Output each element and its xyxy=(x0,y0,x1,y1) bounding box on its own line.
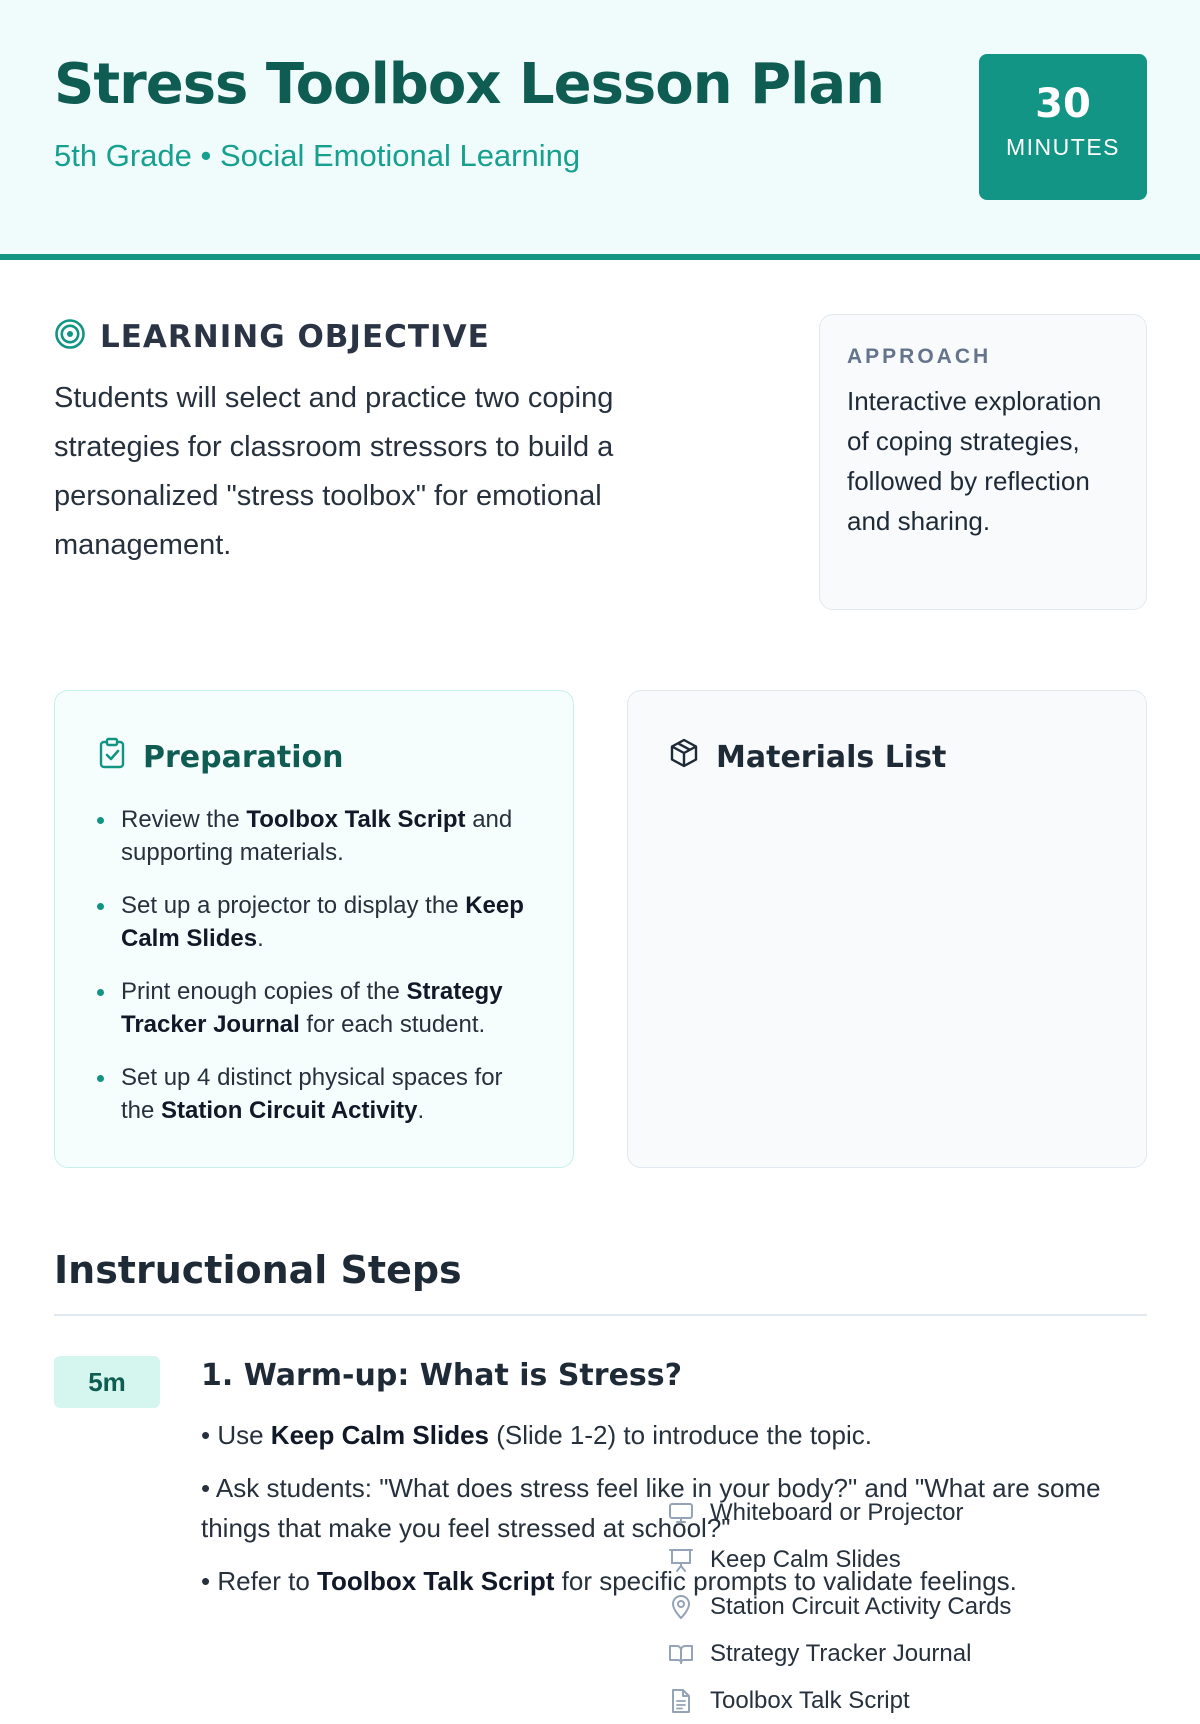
target-icon xyxy=(54,318,86,355)
box-icon xyxy=(668,737,700,777)
duration-unit: MINUTES xyxy=(1006,134,1120,160)
list-item: Station Circuit Activity Cards xyxy=(668,1583,1011,1630)
page-subtitle: 5th Grade • Social Emotional Learning xyxy=(54,138,581,173)
list-item: Set up a projector to display the Keep Calm Slides. xyxy=(95,889,535,955)
materials-heading-label: Materials List xyxy=(716,739,947,775)
list-item: Print enough copies of the Strategy Tracker Journal for each student. xyxy=(95,975,535,1041)
list-item: Strategy Tracker Journal xyxy=(668,1630,1011,1677)
step-line: • Use Keep Calm Slides (Slide 1-2) to introduce the topic. xyxy=(201,1420,872,1450)
list-item: Keep Calm Slides xyxy=(668,1536,1011,1583)
book-open-icon xyxy=(668,1641,694,1667)
clipboard-check-icon xyxy=(97,737,127,777)
step-time-badge: 5m xyxy=(54,1356,160,1408)
objective-text: Students will select and practice two coping strategies for classroom stressors to build a personalized "stress toolbox" for emotional management. xyxy=(54,382,614,561)
preparation-heading xyxy=(97,737,343,777)
approach-text: Interactive exploration of coping strategies, followed by reflection and sharing. xyxy=(847,386,1102,536)
step-title: 1. Warm-up: What is Stress? xyxy=(201,1358,683,1393)
preparation-heading-label: Preparation xyxy=(143,739,344,775)
lesson-header xyxy=(0,0,1200,260)
steps-heading: Instructional Steps xyxy=(54,1248,462,1292)
divider xyxy=(54,1314,1147,1316)
duration-value: 30 xyxy=(1035,81,1091,127)
step-line: • Refer to Toolbox Talk Script for specific prompts to validate feelings. xyxy=(201,1566,1017,1596)
materials-heading xyxy=(668,737,946,777)
page-title: Stress Toolbox Lesson Plan xyxy=(54,52,884,117)
preparation-list xyxy=(95,803,535,1147)
objective-heading xyxy=(54,318,490,355)
list-item: Toolbox Talk Script xyxy=(668,1677,1011,1724)
preparation-card xyxy=(54,690,574,1168)
approach-card xyxy=(819,314,1147,610)
objective-heading-label: LEARNING OBJECTIVE xyxy=(100,318,490,355)
list-item: Whiteboard or Projector xyxy=(668,1489,1011,1536)
step-line: • Ask students: "What does stress feel like in your body?" and "What are some things that make you feel stressed at school?" xyxy=(201,1473,1101,1543)
list-item: Review the Toolbox Talk Script and supporting materials. xyxy=(95,803,535,869)
list-item: Set up 4 distinct physical spaces for the Station Circuit Activity. xyxy=(95,1061,535,1127)
approach-label: APPROACH xyxy=(847,345,992,368)
file-text-icon xyxy=(668,1688,694,1714)
step-details xyxy=(201,1415,1147,1614)
duration-badge xyxy=(979,54,1147,200)
